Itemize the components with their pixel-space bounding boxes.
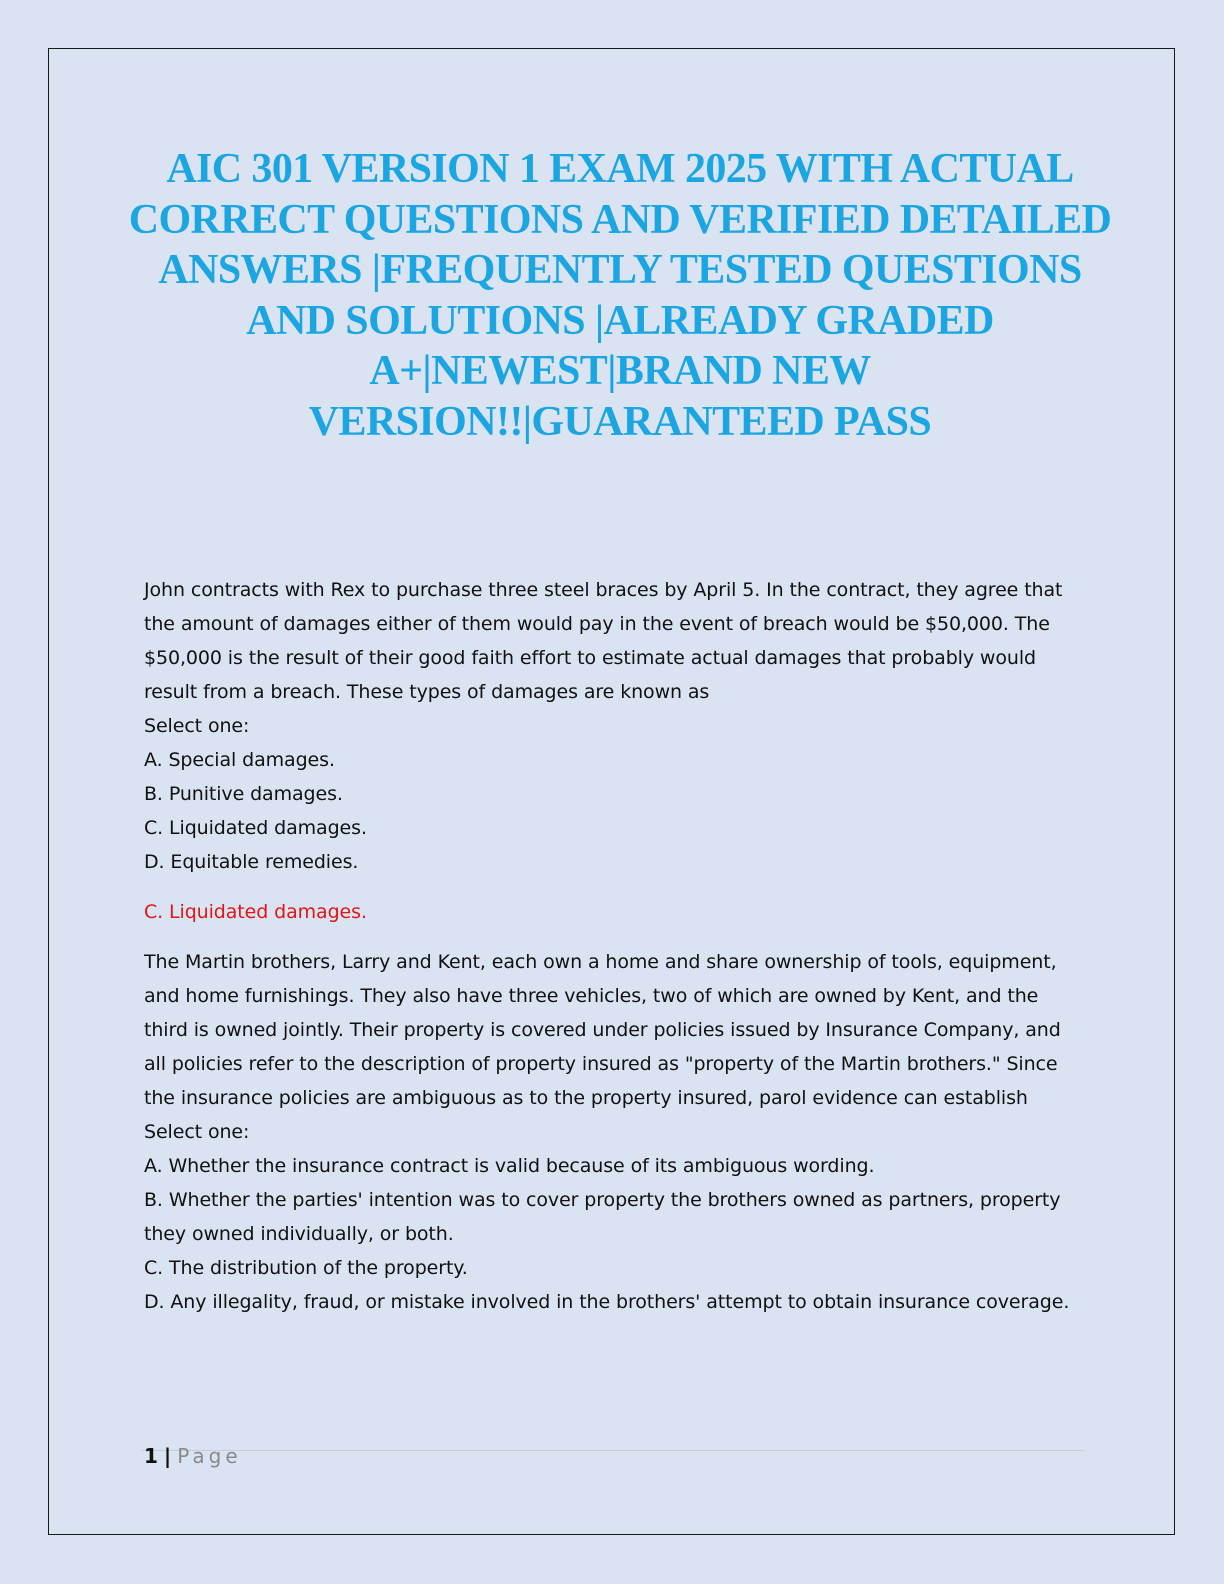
page-number: 1 [144,1444,158,1468]
question-block [144,945,1084,1319]
question-block [144,573,1084,929]
question-stem: John contracts with Rex to purchase three steel braces by April 5. In the contract, they agree that the amount of damages either of them would pay in the event of breach would be $50,000. The $50,000 is the result of their good faith effort to estimate actual damages that probably would result from a breach. These types of damages are known as [144,579,1063,703]
option-c: C. The distribution of the property. [144,1257,468,1279]
option-b: B. Punitive damages. [144,783,343,805]
option-c: C. Liquidated damages. [144,817,367,839]
select-prompt: Select one: [144,1121,250,1143]
document-title: AIC 301 VERSION 1 EXAM 2025 WITH ACTUAL CORRECT QUESTIONS AND VERIFIED DETAILED ANSWERS |FREQUENTLY TESTED QUESTIONS AND SOLUTIONS |ALREADY GRADED A+|NEWEST|BRAND NEW VERSION!!|GUARANTEED PASS [128,146,1112,445]
page-footer [144,1444,242,1468]
page-label: Page [177,1444,242,1468]
question-stem: The Martin brothers, Larry and Kent, each own a home and share ownership of tools, equipment, and home furnishings. They also have three vehicles, two of which are owned by Kent, and the third is owned jointly. Their property is covered under policies issued by Insurance Company, and all policies refer to the description of property insured as "property of the Martin brothers." Since the insurance policies are ambiguous as to the property insured, parol evidence can establish [144,951,1061,1109]
correct-answer: C. Liquidated damages. [144,901,367,923]
footer-separator: | [163,1444,172,1468]
select-prompt: Select one: [144,715,250,737]
option-b: B. Whether the parties' intention was to cover property the brothers owned as partners, property they owned individually, or both. [144,1189,1061,1245]
footer-divider [141,1450,1084,1451]
option-a: A. Whether the insurance contract is valid because of its ambiguous wording. [144,1155,875,1177]
option-a: A. Special damages. [144,749,335,771]
option-d: D. Equitable remedies. [144,851,359,873]
document-body [144,573,1084,1319]
option-d: D. Any illegality, fraud, or mistake involved in the brothers' attempt to obtain insurance coverage. [144,1291,1070,1313]
